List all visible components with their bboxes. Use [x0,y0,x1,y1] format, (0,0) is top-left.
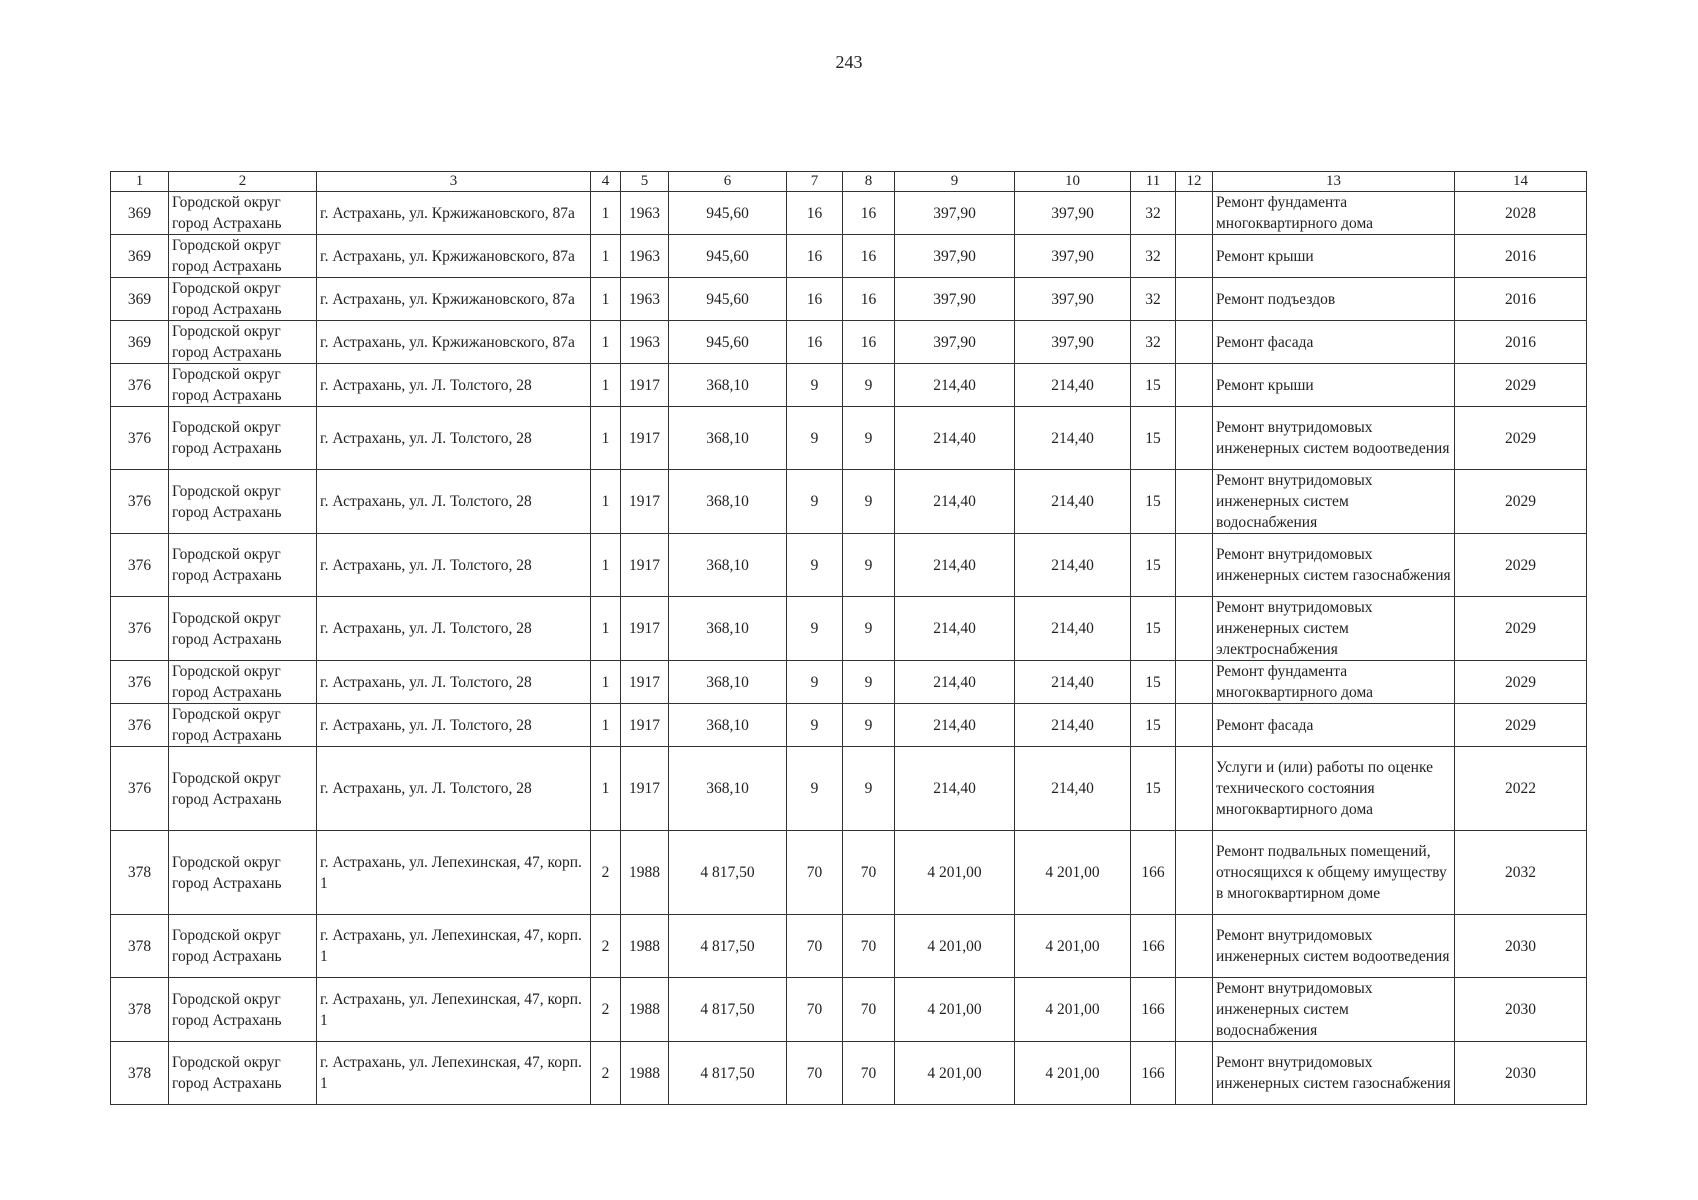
col9-cell: 4 201,00 [895,978,1015,1042]
year-built-cell: 1963 [621,278,669,321]
address-cell: г. Астрахань, ул. Л. Толстого, 28 [317,407,591,470]
column-header-8: 8 [843,172,895,192]
table-row [111,321,1587,364]
planned-year-cell: 2032 [1455,831,1587,915]
col10-cell: 214,40 [1015,534,1131,597]
col7-cell: 9 [787,747,843,831]
col12-cell [1176,978,1213,1042]
col12-cell [1176,321,1213,364]
page-number: 243 [835,52,863,72]
year-built-cell: 1988 [621,831,669,915]
planned-year-cell: 2030 [1455,1042,1587,1105]
work-type-cell: Ремонт внутридомовых инженерных систем электроснабжения [1213,597,1455,661]
total-area-cell: 368,10 [669,470,787,534]
col8-cell: 70 [843,915,895,978]
col8-cell: 9 [843,364,895,407]
col4-cell: 1 [591,470,621,534]
work-type-cell: Услуги и (или) работы по оценке технического состояния многоквартирного дома [1213,747,1455,831]
municipality-cell: Городской округ город Астрахань [169,534,317,597]
col7-cell: 9 [787,661,843,704]
col4-cell: 1 [591,661,621,704]
col4-cell: 1 [591,407,621,470]
col10-cell: 4 201,00 [1015,1042,1131,1105]
total-area-cell: 368,10 [669,597,787,661]
col9-cell: 4 201,00 [895,1042,1015,1105]
residents-cell: 166 [1131,978,1176,1042]
col8-cell: 16 [843,321,895,364]
table-row [111,192,1587,235]
work-type-cell: Ремонт внутридомовых инженерных систем водоснабжения [1213,470,1455,534]
col9-cell: 214,40 [895,597,1015,661]
year-built-cell: 1917 [621,661,669,704]
col4-cell: 1 [591,278,621,321]
col4-cell: 1 [591,192,621,235]
table-row [111,704,1587,747]
residents-cell: 32 [1131,278,1176,321]
col9-cell: 214,40 [895,470,1015,534]
residents-cell: 15 [1131,747,1176,831]
municipality-cell: Городской округ город Астрахань [169,407,317,470]
col8-cell: 70 [843,978,895,1042]
year-built-cell: 1988 [621,915,669,978]
total-area-cell: 945,60 [669,278,787,321]
table-row [111,661,1587,704]
col10-cell: 397,90 [1015,235,1131,278]
year-built-cell: 1963 [621,192,669,235]
total-area-cell: 945,60 [669,192,787,235]
planned-year-cell: 2030 [1455,915,1587,978]
residents-cell: 15 [1131,364,1176,407]
work-type-cell: Ремонт подъездов [1213,278,1455,321]
year-built-cell: 1917 [621,747,669,831]
total-area-cell: 368,10 [669,407,787,470]
year-built-cell: 1917 [621,534,669,597]
column-header-7: 7 [787,172,843,192]
col4-cell: 1 [591,597,621,661]
year-built-cell: 1917 [621,704,669,747]
col12-cell [1176,1042,1213,1105]
total-area-cell: 4 817,50 [669,831,787,915]
row-number: 378 [111,978,169,1042]
municipality-cell: Городской округ город Астрахань [169,278,317,321]
planned-year-cell: 2029 [1455,534,1587,597]
col12-cell [1176,661,1213,704]
total-area-cell: 4 817,50 [669,915,787,978]
address-cell: г. Астрахань, ул. Л. Толстого, 28 [317,470,591,534]
col9-cell: 214,40 [895,407,1015,470]
residents-cell: 15 [1131,661,1176,704]
planned-year-cell: 2029 [1455,661,1587,704]
total-area-cell: 368,10 [669,747,787,831]
municipality-cell: Городской округ город Астрахань [169,915,317,978]
col10-cell: 214,40 [1015,364,1131,407]
col12-cell [1176,915,1213,978]
planned-year-cell: 2029 [1455,407,1587,470]
planned-year-cell: 2016 [1455,321,1587,364]
address-cell: г. Астрахань, ул. Л. Толстого, 28 [317,747,591,831]
residents-cell: 15 [1131,534,1176,597]
column-number-header-row [111,172,1587,192]
table-row [111,470,1587,534]
row-number: 378 [111,1042,169,1105]
residents-cell: 166 [1131,831,1176,915]
col7-cell: 9 [787,470,843,534]
table-row [111,407,1587,470]
table-row [111,831,1587,915]
total-area-cell: 368,10 [669,534,787,597]
row-number: 378 [111,915,169,978]
work-type-cell: Ремонт фасада [1213,321,1455,364]
municipality-cell: Городской округ город Астрахань [169,192,317,235]
col8-cell: 9 [843,407,895,470]
year-built-cell: 1963 [621,321,669,364]
work-type-cell: Ремонт крыши [1213,235,1455,278]
residents-cell: 15 [1131,704,1176,747]
residents-cell: 15 [1131,597,1176,661]
address-cell: г. Астрахань, ул. Л. Толстого, 28 [317,704,591,747]
work-type-cell: Ремонт фундамента многоквартирного дома [1213,661,1455,704]
col7-cell: 16 [787,192,843,235]
col10-cell: 214,40 [1015,747,1131,831]
col12-cell [1176,192,1213,235]
col8-cell: 9 [843,534,895,597]
col7-cell: 70 [787,831,843,915]
col10-cell: 214,40 [1015,470,1131,534]
municipality-cell: Городской округ город Астрахань [169,235,317,278]
col9-cell: 397,90 [895,235,1015,278]
col4-cell: 2 [591,978,621,1042]
col12-cell [1176,278,1213,321]
address-cell: г. Астрахань, ул. Л. Толстого, 28 [317,661,591,704]
col10-cell: 397,90 [1015,192,1131,235]
col4-cell: 2 [591,831,621,915]
col10-cell: 214,40 [1015,407,1131,470]
address-cell: г. Астрахань, ул. Л. Толстого, 28 [317,534,591,597]
municipality-cell: Городской округ город Астрахань [169,470,317,534]
municipality-cell: Городской округ город Астрахань [169,978,317,1042]
total-area-cell: 368,10 [669,661,787,704]
row-number: 376 [111,470,169,534]
col10-cell: 214,40 [1015,597,1131,661]
col12-cell [1176,597,1213,661]
col9-cell: 214,40 [895,364,1015,407]
column-header-13: 13 [1213,172,1455,192]
total-area-cell: 4 817,50 [669,1042,787,1105]
year-built-cell: 1917 [621,407,669,470]
planned-year-cell: 2016 [1455,278,1587,321]
residents-cell: 32 [1131,321,1176,364]
address-cell: г. Астрахань, ул. Кржижановского, 87а [317,321,591,364]
col7-cell: 9 [787,534,843,597]
column-header-5: 5 [621,172,669,192]
work-type-cell: Ремонт внутридомовых инженерных систем водоотведения [1213,915,1455,978]
work-type-cell: Ремонт внутридомовых инженерных систем газоснабжения [1213,1042,1455,1105]
col7-cell: 16 [787,235,843,278]
work-type-cell: Ремонт внутридомовых инженерных систем газоснабжения [1213,534,1455,597]
table-row [111,364,1587,407]
column-header-6: 6 [669,172,787,192]
row-number: 376 [111,364,169,407]
col4-cell: 1 [591,534,621,597]
address-cell: г. Астрахань, ул. Кржижановского, 87а [317,192,591,235]
col10-cell: 4 201,00 [1015,978,1131,1042]
row-number: 376 [111,704,169,747]
col8-cell: 9 [843,747,895,831]
column-header-2: 2 [169,172,317,192]
year-built-cell: 1917 [621,597,669,661]
column-header-1: 1 [111,172,169,192]
year-built-cell: 1988 [621,978,669,1042]
planned-year-cell: 2022 [1455,747,1587,831]
address-cell: г. Астрахань, ул. Лепехинская, 47, корп. 1 [317,831,591,915]
col8-cell: 16 [843,235,895,278]
address-cell: г. Астрахань, ул. Лепехинская, 47, корп. 1 [317,978,591,1042]
total-area-cell: 368,10 [669,364,787,407]
total-area-cell: 945,60 [669,235,787,278]
col7-cell: 16 [787,278,843,321]
table-row [111,915,1587,978]
municipality-cell: Городской округ город Астрахань [169,321,317,364]
municipality-cell: Городской округ город Астрахань [169,831,317,915]
total-area-cell: 4 817,50 [669,978,787,1042]
row-number: 376 [111,407,169,470]
col10-cell: 397,90 [1015,278,1131,321]
col9-cell: 214,40 [895,534,1015,597]
col10-cell: 214,40 [1015,661,1131,704]
planned-year-cell: 2029 [1455,704,1587,747]
planned-year-cell: 2030 [1455,978,1587,1042]
row-number: 369 [111,235,169,278]
col7-cell: 16 [787,321,843,364]
municipality-cell: Городской округ город Астрахань [169,597,317,661]
col12-cell [1176,364,1213,407]
planned-year-cell: 2029 [1455,597,1587,661]
col8-cell: 9 [843,661,895,704]
col4-cell: 2 [591,915,621,978]
municipality-cell: Городской округ город Астрахань [169,1042,317,1105]
work-type-cell: Ремонт крыши [1213,364,1455,407]
year-built-cell: 1988 [621,1042,669,1105]
table-row [111,978,1587,1042]
col7-cell: 70 [787,1042,843,1105]
row-number: 369 [111,278,169,321]
col4-cell: 2 [591,1042,621,1105]
table-row [111,235,1587,278]
table-row [111,278,1587,321]
address-cell: г. Астрахань, ул. Кржижановского, 87а [317,278,591,321]
row-number: 376 [111,747,169,831]
col8-cell: 70 [843,831,895,915]
col12-cell [1176,747,1213,831]
planned-year-cell: 2029 [1455,364,1587,407]
col7-cell: 70 [787,915,843,978]
col4-cell: 1 [591,704,621,747]
address-cell: г. Астрахань, ул. Лепехинская, 47, корп. 1 [317,1042,591,1105]
table-row [111,747,1587,831]
col4-cell: 1 [591,747,621,831]
column-header-10: 10 [1015,172,1131,192]
col10-cell: 4 201,00 [1015,831,1131,915]
repair-register-table [110,171,1587,1105]
col7-cell: 9 [787,597,843,661]
municipality-cell: Городской округ город Астрахань [169,364,317,407]
work-type-cell: Ремонт внутридомовых инженерных систем водоотведения [1213,407,1455,470]
col8-cell: 70 [843,1042,895,1105]
row-number: 376 [111,661,169,704]
work-type-cell: Ремонт фасада [1213,704,1455,747]
col9-cell: 214,40 [895,747,1015,831]
row-number: 378 [111,831,169,915]
col10-cell: 397,90 [1015,321,1131,364]
table-row [111,1042,1587,1105]
residents-cell: 32 [1131,235,1176,278]
residents-cell: 32 [1131,192,1176,235]
col12-cell [1176,534,1213,597]
table-row [111,534,1587,597]
col12-cell [1176,407,1213,470]
col9-cell: 214,40 [895,704,1015,747]
col8-cell: 9 [843,470,895,534]
planned-year-cell: 2028 [1455,192,1587,235]
col9-cell: 397,90 [895,321,1015,364]
col12-cell [1176,831,1213,915]
col10-cell: 4 201,00 [1015,915,1131,978]
address-cell: г. Астрахань, ул. Л. Толстого, 28 [317,597,591,661]
col12-cell [1176,704,1213,747]
col8-cell: 16 [843,278,895,321]
year-built-cell: 1963 [621,235,669,278]
row-number: 376 [111,534,169,597]
residents-cell: 15 [1131,407,1176,470]
col10-cell: 214,40 [1015,704,1131,747]
address-cell: г. Астрахань, ул. Кржижановского, 87а [317,235,591,278]
row-number: 369 [111,321,169,364]
col4-cell: 1 [591,364,621,407]
col9-cell: 397,90 [895,278,1015,321]
col12-cell [1176,470,1213,534]
table-row [111,597,1587,661]
row-number: 376 [111,597,169,661]
address-cell: г. Астрахань, ул. Лепехинская, 47, корп. 1 [317,915,591,978]
address-cell: г. Астрахань, ул. Л. Толстого, 28 [317,364,591,407]
work-type-cell: Ремонт внутридомовых инженерных систем водоснабжения [1213,978,1455,1042]
col8-cell: 9 [843,597,895,661]
total-area-cell: 368,10 [669,704,787,747]
residents-cell: 15 [1131,470,1176,534]
col4-cell: 1 [591,235,621,278]
col9-cell: 4 201,00 [895,831,1015,915]
municipality-cell: Городской округ город Астрахань [169,661,317,704]
column-header-14: 14 [1455,172,1587,192]
col9-cell: 214,40 [895,661,1015,704]
col7-cell: 9 [787,407,843,470]
residents-cell: 166 [1131,1042,1176,1105]
col9-cell: 4 201,00 [895,915,1015,978]
col12-cell [1176,235,1213,278]
residents-cell: 166 [1131,915,1176,978]
municipality-cell: Городской округ город Астрахань [169,704,317,747]
col8-cell: 9 [843,704,895,747]
planned-year-cell: 2016 [1455,235,1587,278]
planned-year-cell: 2029 [1455,470,1587,534]
work-type-cell: Ремонт подвальных помещений, относящихся к общему имуществу в многоквартирном доме [1213,831,1455,915]
col7-cell: 70 [787,978,843,1042]
row-number: 369 [111,192,169,235]
year-built-cell: 1917 [621,470,669,534]
column-header-9: 9 [895,172,1015,192]
column-header-3: 3 [317,172,591,192]
col9-cell: 397,90 [895,192,1015,235]
col4-cell: 1 [591,321,621,364]
col7-cell: 9 [787,364,843,407]
municipality-cell: Городской округ город Астрахань [169,747,317,831]
col8-cell: 16 [843,192,895,235]
column-header-12: 12 [1176,172,1213,192]
total-area-cell: 945,60 [669,321,787,364]
column-header-11: 11 [1131,172,1176,192]
year-built-cell: 1917 [621,364,669,407]
col7-cell: 9 [787,704,843,747]
column-header-4: 4 [591,172,621,192]
work-type-cell: Ремонт фундамента многоквартирного дома [1213,192,1455,235]
